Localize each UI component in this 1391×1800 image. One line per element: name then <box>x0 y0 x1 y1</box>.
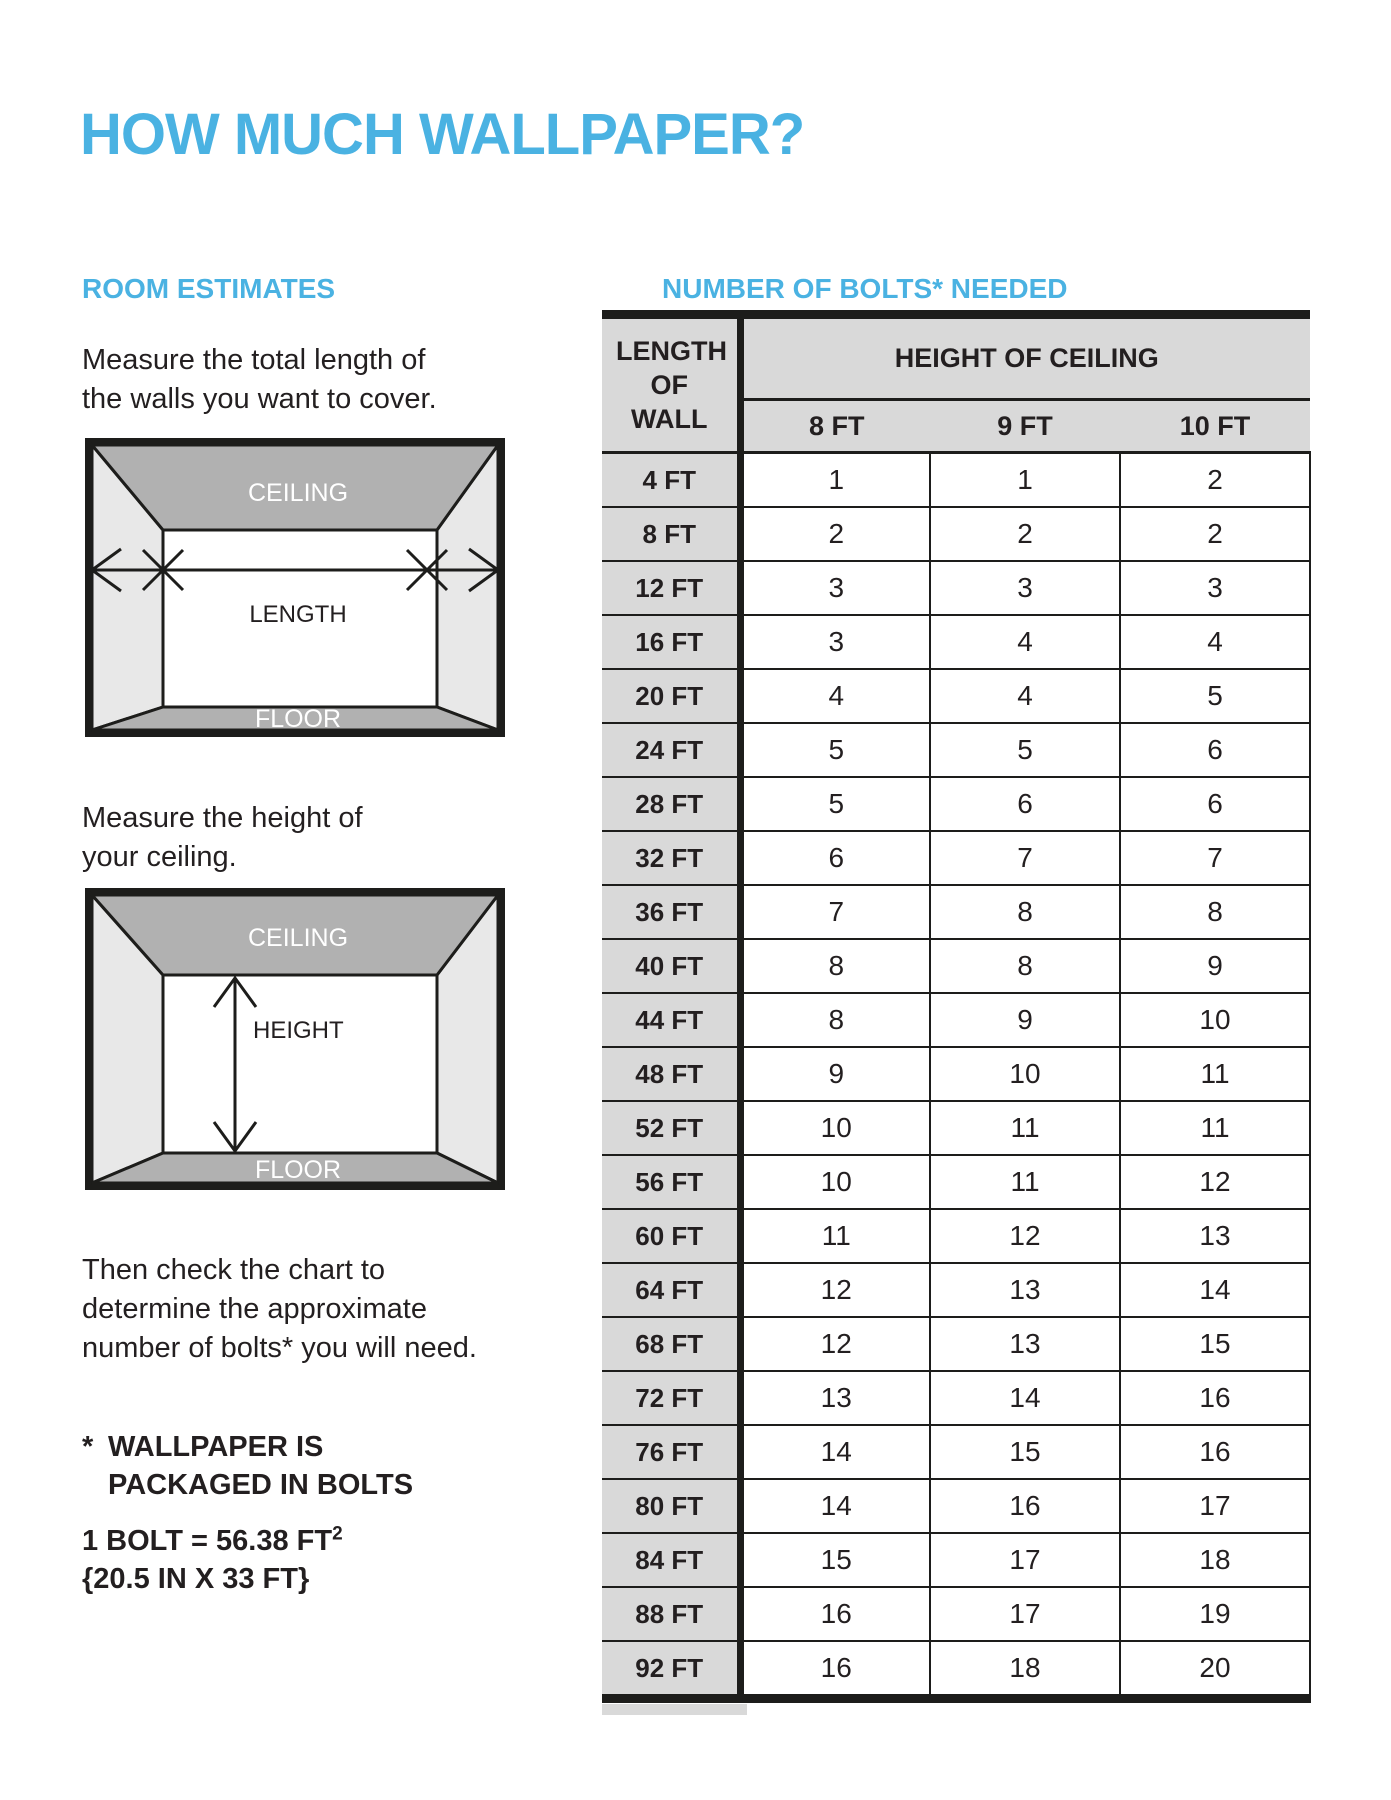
squared-superscript: 2 <box>332 1523 343 1545</box>
bolts-count-cell: 2 <box>740 507 930 561</box>
bolts-count-cell: 11 <box>930 1101 1120 1155</box>
table-row <box>602 1425 1310 1479</box>
bolts-count-cell: 15 <box>1120 1317 1310 1371</box>
bolts-count-cell: 7 <box>740 885 930 939</box>
footnote-text: WALLPAPER IS <box>108 1431 324 1463</box>
bolts-count-cell: 3 <box>930 561 1120 615</box>
table-header-row <box>602 315 1310 400</box>
bolts-count-cell: 14 <box>740 1425 930 1479</box>
room-estimates-heading: ROOM ESTIMATES <box>82 273 336 305</box>
table-body <box>602 453 1310 1699</box>
bolts-count-cell: 16 <box>1120 1371 1310 1425</box>
bolts-count-cell: 10 <box>740 1155 930 1209</box>
bolts-count-cell: 15 <box>930 1425 1120 1479</box>
bolts-count-cell: 11 <box>1120 1101 1310 1155</box>
bolts-count-cell: 17 <box>930 1587 1120 1641</box>
bolts-count-cell: 16 <box>740 1641 930 1699</box>
col-header-9ft: 9 FT <box>930 400 1120 453</box>
bolts-count-cell: 5 <box>740 777 930 831</box>
bolts-footnote <box>82 1428 413 1504</box>
bolts-count-cell: 11 <box>740 1209 930 1263</box>
table-row <box>602 831 1310 885</box>
bolts-count-cell: 1 <box>930 453 1120 508</box>
bolts-count-cell: 14 <box>740 1479 930 1533</box>
table-row <box>602 1317 1310 1371</box>
back-wall <box>163 975 437 1153</box>
bolts-count-cell: 13 <box>740 1371 930 1425</box>
wall-length-cell: 60 FT <box>602 1209 740 1263</box>
bolts-count-cell: 11 <box>930 1155 1120 1209</box>
bolts-count-cell: 13 <box>930 1317 1120 1371</box>
bolts-count-cell: 14 <box>930 1371 1120 1425</box>
bolts-count-cell: 6 <box>740 831 930 885</box>
bolts-count-cell: 7 <box>930 831 1120 885</box>
instruction-measure-length <box>82 341 437 419</box>
bolts-count-cell: 12 <box>1120 1155 1310 1209</box>
table-row <box>602 615 1310 669</box>
wall-length-cell: 36 FT <box>602 885 740 939</box>
instruction-line: the walls you want to cover. <box>82 383 437 415</box>
bolts-count-cell: 19 <box>1120 1587 1310 1641</box>
table-row <box>602 453 1310 508</box>
instruction-check-chart <box>82 1251 477 1368</box>
table-row <box>602 1101 1310 1155</box>
wall-length-cell: 40 FT <box>602 939 740 993</box>
table-row <box>602 1587 1310 1641</box>
bolts-count-cell: 2 <box>1120 453 1310 508</box>
instruction-line: Then check the chart to <box>82 1254 386 1286</box>
height-of-ceiling-header: HEIGHT OF CEILING <box>740 315 1310 400</box>
bolts-count-cell: 4 <box>740 669 930 723</box>
length-label: LENGTH <box>249 601 347 628</box>
bolts-count-cell: 9 <box>1120 939 1310 993</box>
room-height-diagram <box>85 888 505 1190</box>
bolts-count-cell: 7 <box>1120 831 1310 885</box>
bolts-count-cell: 10 <box>930 1047 1120 1101</box>
bolts-count-cell: 3 <box>1120 561 1310 615</box>
bolts-count-cell: 4 <box>930 669 1120 723</box>
bolts-count-cell: 9 <box>740 1047 930 1101</box>
table-row <box>602 1047 1310 1101</box>
bolts-count-cell: 2 <box>930 507 1120 561</box>
bolts-count-cell: 17 <box>1120 1479 1310 1533</box>
bolts-count-cell: 16 <box>740 1587 930 1641</box>
bolts-count-cell: 6 <box>1120 723 1310 777</box>
wall-length-cell: 12 FT <box>602 561 740 615</box>
bolts-count-cell: 11 <box>1120 1047 1310 1101</box>
wall-length-cell: 64 FT <box>602 1263 740 1317</box>
footnote-line <box>82 1428 413 1466</box>
floor-label: FLOOR <box>254 1156 342 1184</box>
bolts-count-cell: 10 <box>1120 993 1310 1047</box>
bolts-count-cell: 4 <box>1120 615 1310 669</box>
col-header-10ft: 10 FT <box>1120 400 1310 453</box>
wall-length-cell: 80 FT <box>602 1479 740 1533</box>
instruction-line: your ceiling. <box>82 841 237 873</box>
bolts-count-cell: 14 <box>1120 1263 1310 1317</box>
bolts-count-cell: 1 <box>740 453 930 508</box>
bolts-table-container <box>602 310 1311 1703</box>
bolts-count-cell: 12 <box>740 1317 930 1371</box>
bolts-count-cell: 8 <box>1120 885 1310 939</box>
table-row <box>602 777 1310 831</box>
bolts-count-cell: 15 <box>740 1533 930 1587</box>
table-row <box>602 1155 1310 1209</box>
bolts-count-cell: 3 <box>740 615 930 669</box>
bolts-needed-heading: NUMBER OF BOLTS* NEEDED <box>662 273 1068 305</box>
bolts-count-cell: 20 <box>1120 1641 1310 1699</box>
wall-length-cell: 20 FT <box>602 669 740 723</box>
table-footer-strip <box>602 1704 747 1715</box>
wall-length-cell: 4 FT <box>602 453 740 508</box>
bolts-count-cell: 5 <box>1120 669 1310 723</box>
wall-length-cell: 24 FT <box>602 723 740 777</box>
wall-length-cell: 44 FT <box>602 993 740 1047</box>
bolts-count-cell: 6 <box>1120 777 1310 831</box>
table-row <box>602 669 1310 723</box>
asterisk: * <box>82 1431 94 1463</box>
table-row <box>602 885 1310 939</box>
page-title: HOW MUCH WALLPAPER? <box>80 101 805 167</box>
table-row <box>602 1209 1310 1263</box>
wall-length-cell: 72 FT <box>602 1371 740 1425</box>
wall-length-cell: 52 FT <box>602 1101 740 1155</box>
bolts-count-cell: 8 <box>930 939 1120 993</box>
wall-length-cell: 32 FT <box>602 831 740 885</box>
height-label: HEIGHT <box>253 1017 344 1044</box>
ceiling-label: CEILING <box>247 479 349 507</box>
length-of-wall-header: LENGTH OF WALL <box>602 315 740 453</box>
ceiling-label: CEILING <box>247 924 349 952</box>
bolts-count-cell: 9 <box>930 993 1120 1047</box>
wall-length-cell: 48 FT <box>602 1047 740 1101</box>
bolts-count-cell: 18 <box>1120 1533 1310 1587</box>
wall-length-cell: 76 FT <box>602 1425 740 1479</box>
bolt-size-text: 1 BOLT = 56.38 FT <box>82 1525 333 1557</box>
wall-length-cell: 84 FT <box>602 1533 740 1587</box>
bolts-table <box>602 310 1311 1703</box>
bolts-count-cell: 17 <box>930 1533 1120 1587</box>
floor-label: FLOOR <box>254 705 342 733</box>
bolts-count-cell: 8 <box>930 885 1120 939</box>
wall-length-cell: 56 FT <box>602 1155 740 1209</box>
table-row <box>602 507 1310 561</box>
bolts-count-cell: 5 <box>930 723 1120 777</box>
bolts-count-cell: 16 <box>1120 1425 1310 1479</box>
instruction-line: number of bolts* you will need. <box>82 1332 477 1364</box>
bolts-count-cell: 13 <box>930 1263 1120 1317</box>
bolts-count-cell: 5 <box>740 723 930 777</box>
table-row <box>602 939 1310 993</box>
bolt-equation <box>82 1522 343 1598</box>
bolts-count-cell: 2 <box>1120 507 1310 561</box>
bolts-count-cell: 10 <box>740 1101 930 1155</box>
bolt-dimensions-line: {20.5 IN X 33 FT} <box>82 1563 310 1595</box>
instruction-line: Measure the total length of <box>82 344 426 376</box>
table-row <box>602 1263 1310 1317</box>
wall-length-cell: 28 FT <box>602 777 740 831</box>
bolts-count-cell: 3 <box>740 561 930 615</box>
bolts-count-cell: 13 <box>1120 1209 1310 1263</box>
table-row <box>602 993 1310 1047</box>
bolts-count-cell: 18 <box>930 1641 1120 1699</box>
table-row <box>602 561 1310 615</box>
room-length-diagram <box>85 438 505 737</box>
table-row <box>602 1533 1310 1587</box>
wall-length-cell: 16 FT <box>602 615 740 669</box>
bolts-count-cell: 12 <box>930 1209 1120 1263</box>
table-row <box>602 723 1310 777</box>
bolts-count-cell: 16 <box>930 1479 1120 1533</box>
wall-length-cell: 68 FT <box>602 1317 740 1371</box>
instruction-measure-height <box>82 799 363 877</box>
bolts-count-cell: 12 <box>740 1263 930 1317</box>
wall-length-cell: 92 FT <box>602 1641 740 1699</box>
table-row <box>602 1479 1310 1533</box>
table-row <box>602 1371 1310 1425</box>
table-row <box>602 1641 1310 1699</box>
bolt-size-line <box>82 1522 343 1560</box>
col-header-8ft: 8 FT <box>740 400 930 453</box>
instruction-line: determine the approximate <box>82 1293 427 1325</box>
wall-length-cell: 88 FT <box>602 1587 740 1641</box>
bolts-count-cell: 8 <box>740 939 930 993</box>
bolts-count-cell: 4 <box>930 615 1120 669</box>
footnote-text: PACKAGED IN BOLTS <box>108 1469 414 1501</box>
instruction-line: Measure the height of <box>82 802 363 834</box>
wall-length-cell: 8 FT <box>602 507 740 561</box>
footnote-line <box>82 1466 413 1504</box>
bolts-count-cell: 8 <box>740 993 930 1047</box>
bolts-count-cell: 6 <box>930 777 1120 831</box>
